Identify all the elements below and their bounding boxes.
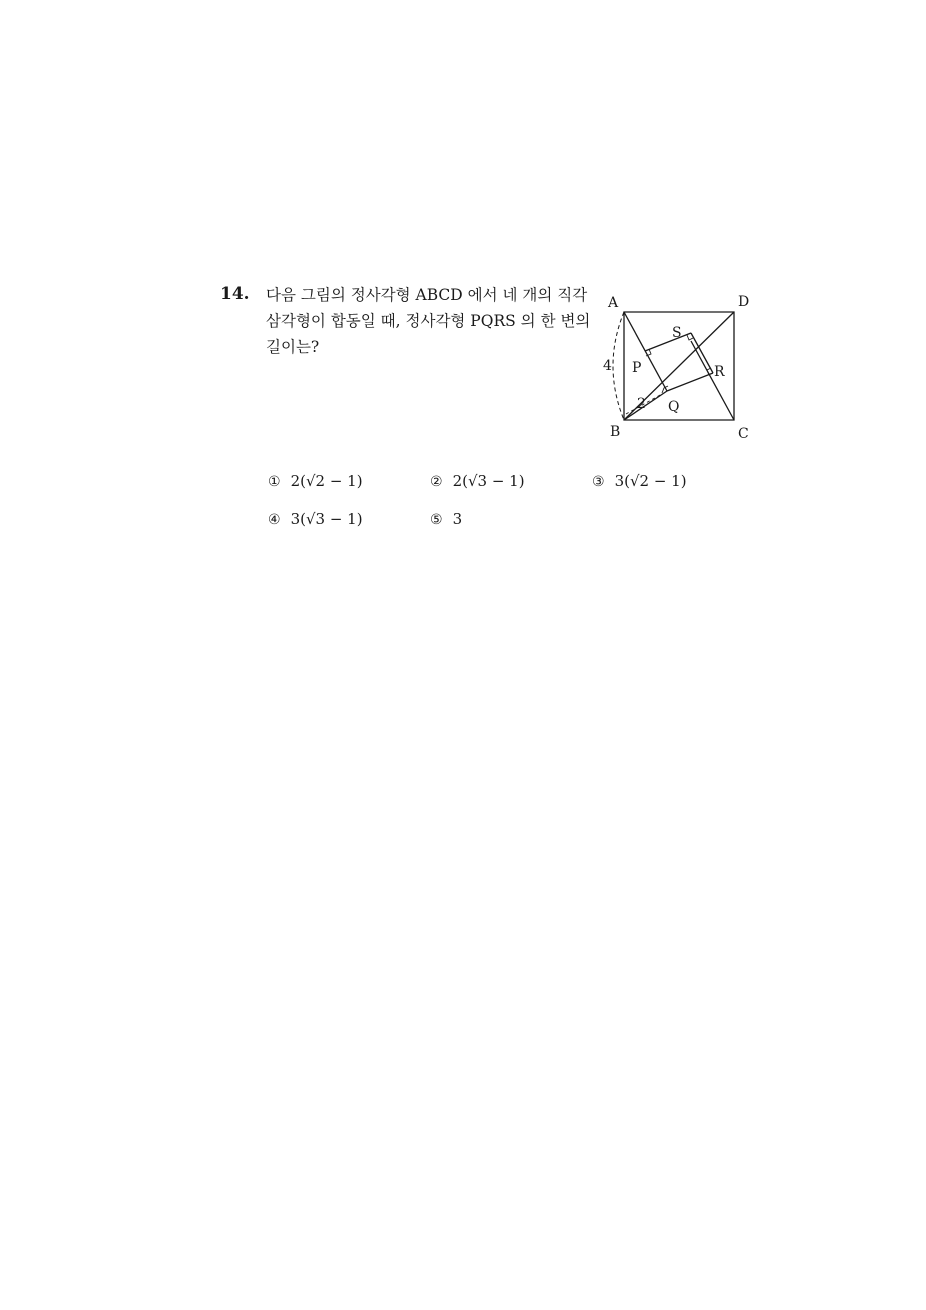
- choice-text: 2(√3 − 1): [452, 472, 525, 490]
- choice-mark: ④: [268, 512, 281, 528]
- square-figure: [598, 290, 758, 444]
- choice-text: 2(√2 − 1): [290, 472, 363, 490]
- label-s: S: [672, 325, 682, 341]
- label-r: R: [714, 364, 725, 380]
- label-d: D: [738, 294, 750, 310]
- question-line: 삼각형이 합동일 때, 정사각형 PQRS 의 한 변의: [266, 312, 591, 330]
- choice-text: 3: [452, 510, 463, 528]
- question-text: [266, 282, 596, 360]
- label-q: Q: [668, 399, 680, 415]
- label-side-4: 4: [603, 358, 612, 374]
- label-b: B: [610, 424, 621, 440]
- choice-4[interactable]: [268, 510, 363, 528]
- question-line: 다음 그림의 정사각형 ABCD 에서 네 개의 직각: [266, 286, 588, 304]
- segment-qr: [667, 373, 713, 391]
- question-number: 14.: [220, 284, 250, 304]
- figure-svg: [598, 290, 758, 440]
- question-line: 길이는?: [266, 338, 320, 356]
- choice-text: 3(√3 − 1): [290, 510, 363, 528]
- choice-1[interactable]: [268, 472, 363, 490]
- choice-2[interactable]: [430, 472, 525, 490]
- choice-mark: ⑤: [430, 512, 443, 528]
- dimension-arc-ab: [613, 312, 624, 420]
- choice-mark: ③: [592, 474, 605, 490]
- segment-ps: [645, 333, 691, 351]
- label-a: A: [608, 295, 619, 311]
- segment-sr: [691, 333, 713, 373]
- label-c: C: [738, 426, 749, 440]
- segment-cs: [691, 341, 734, 420]
- choice-mark: ①: [268, 474, 281, 490]
- label-segment-2: 2: [637, 396, 646, 412]
- choice-3[interactable]: [592, 472, 687, 490]
- choice-text: 3(√2 − 1): [614, 472, 687, 490]
- choice-mark: ②: [430, 474, 443, 490]
- label-p: P: [632, 360, 642, 376]
- choice-5[interactable]: [430, 510, 462, 528]
